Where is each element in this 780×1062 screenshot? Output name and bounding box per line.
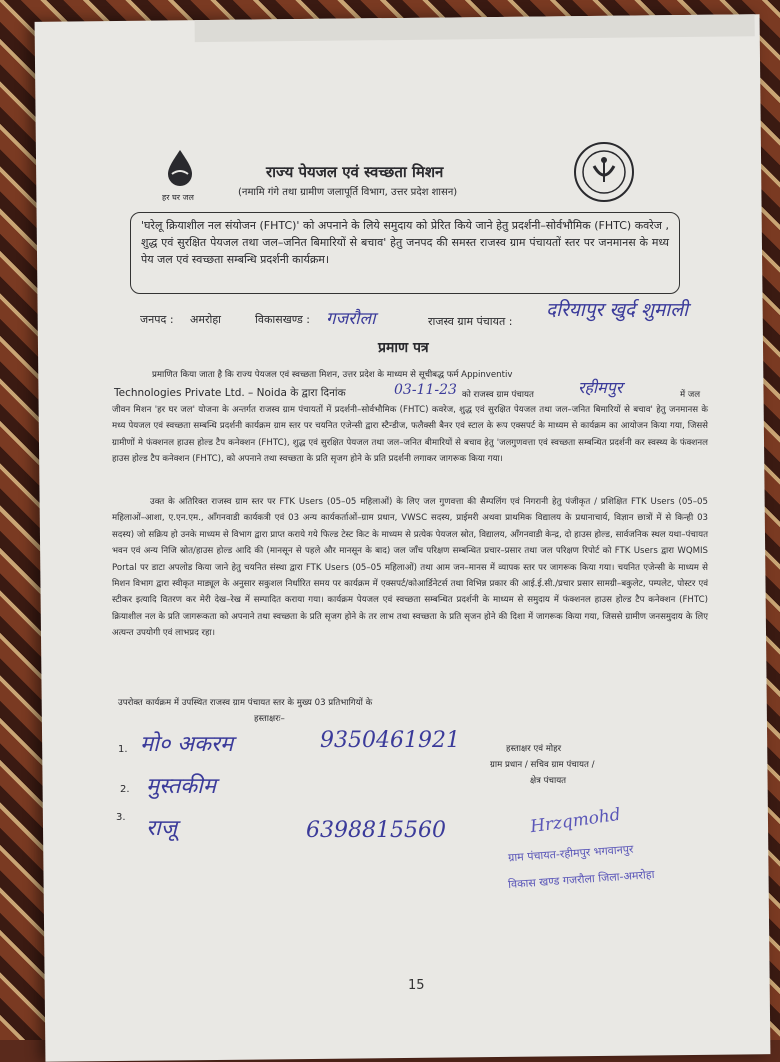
official-signature: Hrzqmohd [528, 804, 622, 838]
para1-line2b: को राजस्व ग्राम पंचायत [462, 390, 534, 400]
mission-title: राज्य पेयजल एवं स्वच्छता मिशन [266, 163, 444, 181]
participant-2-name: मुस्तकीम [146, 774, 217, 799]
participant-1-number: 1. [118, 744, 128, 755]
district-value: अमरोहा [190, 313, 222, 326]
signature-label-line3: क्षेत्र पंचायत [530, 776, 567, 786]
village-handwritten: रहीमपुर [578, 378, 623, 397]
para1-line1: प्रमाणित किया जाता है कि राज्य पेयजल एवं स्वच्छता मिशन, उत्तर प्रदेश के माध्यम से सूचीबद्ध फर्म Appinventiv [152, 370, 513, 380]
program-banner [130, 212, 680, 294]
panchayat-value-handwritten: दरियापुर खुर्द शुमाली [546, 299, 689, 321]
certificate-title: प्रमाण पत्र [378, 340, 429, 356]
block-label: विकासखण्ड : [255, 313, 311, 326]
participant-1-phone: 9350461921 [320, 728, 460, 753]
block-value-handwritten: गजरौला [326, 309, 376, 329]
paper-stack-edge [195, 14, 755, 42]
panchayat-label: राजस्व ग्राम पंचायत : [428, 315, 513, 328]
mission-subtitle: (नमामि गंगे तथा ग्रामीण जलापूर्ति विभाग, उत्तर प्रदेश शासन) [238, 187, 458, 198]
stamp-line1: ग्राम पंचायत-रहीमपुर भगवानपुर [507, 842, 634, 865]
para1-line2a: Technologies Private Ltd. – Noida के द्वारा दिनांक [114, 387, 346, 399]
para1-line2c: में जल [680, 390, 701, 400]
para1-body: जीवन मिशन 'हर घर जल' योजना के अन्तर्गत राजस्व ग्राम पंचायतों में प्रदर्शनी–सोर्वभौमिक (FHTC) कवरेज, शुद्ध एवं सुरक्षित पेयजल तथा जल–जनित बिमारियों से बचाव' हेतु जनमानस के मध्य पेयजल एवं स्वच्छता सम्बन्धि प्रदर्शनी कार्यक्रम ग्राम स्तर पर चयनित एजेन्सी द्वारा स्टैन्डीज, फलैक्सी बैनर एवं स्टाल के रूप एक्सपर्ट के माध्यम से कार्यक्रम का आयोजन किया गया, जिससे ग्रामीणों मे फंक्शनल हाउस होल्ड टैप कनेक्शन (FHTC), शुद्ध एवं सुरक्षित पेयजल तथा जल–जनित बीमारियों से बचाव हेतु 'जलगुणवत्ता एवं स्वच्छता सम्बन्धित प्रदर्शनी कर स्वस्थ्य के फंक्शनल हाउस होल्ड टैप कनेक्शन (FHTC), को अपनाने तथा स्वच्छता के प्रति सृजग होने के प्रति प्रदर्शनी लगाकर जागरूक किया गया। [112, 405, 708, 465]
participant-3-name: राजू [146, 816, 178, 841]
district-label: जनपद : [140, 313, 174, 326]
participant-3-phone: 6398815560 [306, 818, 446, 843]
water-drop-logo-icon [160, 148, 200, 194]
up-government-seal-icon [572, 140, 636, 204]
signature-label-line1: हस्ताक्षर एवं मोहर [506, 744, 562, 754]
participant-2-number: 2. [120, 784, 130, 795]
stamp-line2: विकास खण्ड गजरौला जिला-अमरोहा [507, 867, 655, 892]
banner-text: 'घरेलू क्रियाशील नल संयोजन (FHTC)' को अपनाने के लिये समुदाय को प्रेरित किये जाने हेतु प्रदर्शनी–सोर्वभौमिक (FHTC) कवरेज , शुद्ध एवं सुरक्षित पेयजल तथा जल–जनित बिमारियों से बचाव' हेतु जनपद की समस्त राजस्व ग्राम पंचायतों स्तर पर जनमानस के मध्य पेय जल एवं स्वच्छता सम्बन्धि प्रदर्शनी कार्यक्रम। [141, 219, 669, 266]
participant-3-number: 3. [116, 812, 126, 823]
participant-1-name: मो० अकरम [140, 732, 234, 757]
date-handwritten: 03-11-23 [394, 382, 457, 398]
participants-subheading: हस्ताक्षरः– [254, 714, 285, 724]
page-number: 15 [408, 978, 425, 993]
participants-heading: उपरोक्त कार्यक्रम में उपस्थित राजस्व ग्राम पंचायत स्तर के मुख्य 03 प्रतिभागियों के [118, 698, 373, 708]
para2-body: उक्त के अतिरिक्त राजस्व ग्राम स्तर पर FTK Users (05–05 महिलाओं) के लिए जल गुणवत्ता की सैम्पलिंग एवं निगरानी हेतु पंजीकृत / प्रशिक्षित FTK Users (05–05 महिलाओं–आशा, ए.एन.एम., आँगनवाडी कार्यकत्री एवं 03 अन्य कार्यकर्ताओं–ग्राम प्रधान, VWSC सदस्य, प्राईमरी अथवा प्राथमिक विद्यालय के प्रधानाचार्य, विज्ञान छात्रों में से किन्ही 03 सदस्य) जो सक्रिय हो उनके माध्यम से विभाग द्वारा प्राप्त कराये गये फिल्ड टेस्ट किट के माध्यम से प्रत्येक पेयजल स्रोत, विद्यालय, आँगनवाडी केन्द्र, दो हाउस होल्ड, सार्वजनिक स्थल यथा–पंचायत भवन एवं अन्य निजि स्रोत/हाउस होल्ड आदि की (मानसून से पहले और मानसून के बाद) जल जाँच परिक्षण सम्बन्धित प्रचार–प्रसार तथा जल परिक्षण रिपोर्ट को FTK Users द्वारा WQMIS Portal पर डाटा अपलोड किया जाने हेतु चयनित संस्था द्वारा FTK Users (05–05 महिलाओं) तथा आम जन–मानस में व्यापक स्तर पर जागरूक किया गया। चयनित एजेन्सी के माध्यम से मिशन विभाग द्वारा स्वीकृत माड्यूल के अनुसार सकुशल निर्धारित समय पर कार्यक्रम में एक्सपर्ट/कोआर्डिनेटर्स तथा विभिन्न प्रकार की आई.ई.सी./प्रचार प्रसार सामग्री–बकुलेट, पम्पलेट, पोस्टर एवं स्टीकर इत्यादि वितरण कर मेरी देख–रेख में सम्पादित कराया गया। कार्यक्रम पेयजल एवं स्वच्छता सम्बन्धित प्रदर्शनी के माध्यम से समुदाय में फंक्शनल हाउस होल्ड टैप कनेक्शन (FHTC) क्रियाशील नल के प्रति जागरूकता को अपनाने तथा स्वच्छता के प्रति सृजग होने के तर लाभ तथा स्वच्छता के प्रति सृजन होने की दिशा में जागरूक किया गया, जिससे ग्रामीण जनसमुदाय के लिए अत्यन्त उपयोगी एवं लाभप्रद रहा। [112, 497, 708, 639]
signature-label-line2: ग्राम प्रधान / सचिव ग्राम पंचायत / [490, 760, 595, 770]
logo-left-caption: हर घर जल [162, 193, 194, 202]
